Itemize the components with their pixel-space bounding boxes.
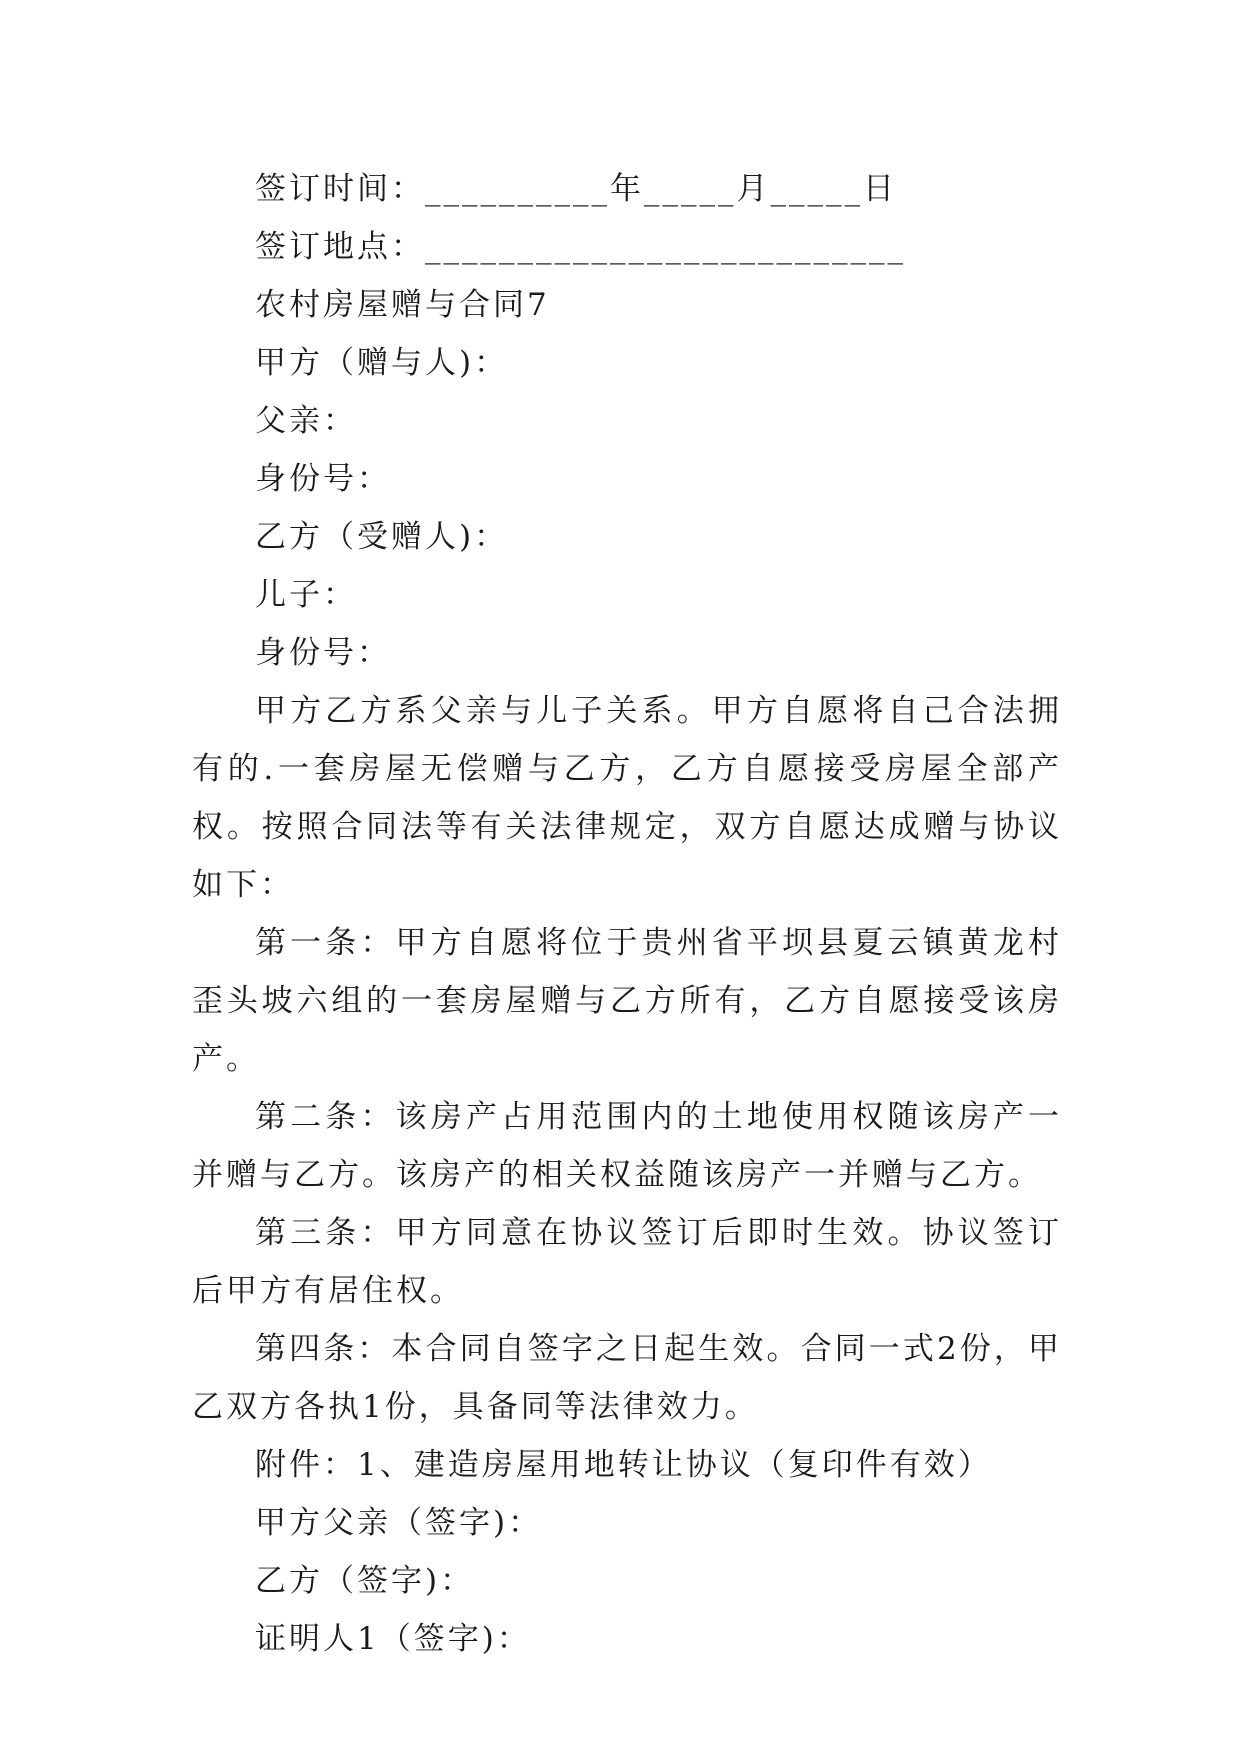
party-b-heading: 乙方（受赠人)： — [255, 519, 509, 555]
article-3-paragraph: 第三条：甲方同意在协议签订后即时生效。协议签订后甲方有居住权。 — [192, 1215, 1062, 1309]
sign-witness-1-line: 证明人1（签字)： — [255, 1621, 531, 1657]
son-line: 儿子： — [255, 577, 357, 613]
party-a-id-line: 身份号： — [255, 461, 391, 497]
document-body — [192, 160, 1062, 1668]
party-b-id-line: 身份号： — [255, 635, 391, 671]
sign-place-line: 签订地点：__________________________ — [255, 229, 906, 265]
party-a-heading: 甲方（赠与人)： — [255, 345, 509, 381]
article-2-paragraph: 第二条：该房产占用范围内的土地使用权随该房产一并赠与乙方。该房产的相关权益随该房产一并赠与乙方。 — [192, 1099, 1062, 1193]
intro-paragraph: 甲方乙方系父亲与儿子关系。甲方自愿将自己合法拥有的.一套房屋无偿赠与乙方，乙方自愿接受房屋全部产权。按照合同法等有关法律规定，双方自愿达成赠与协议如下： — [192, 693, 1062, 903]
sign-father-line: 甲方父亲（签字)： — [255, 1505, 543, 1541]
contract-title: 农村房屋赠与合同7 — [255, 287, 550, 323]
attachment-line: 附件：1、建造房屋用地转让协议（复印件有效） — [255, 1447, 992, 1483]
sign-time-line: 签订时间：__________年_____月_____日 — [255, 171, 897, 207]
article-1-paragraph: 第一条：甲方自愿将位于贵州省平坝县夏云镇黄龙村歪头坡六组的一套房屋赠与乙方所有，乙方自愿接受该房产。 — [192, 925, 1062, 1077]
article-4-paragraph: 第四条：本合同自签字之日起生效。合同一式2份，甲乙双方各执1份，具备同等法律效力。 — [192, 1331, 1062, 1425]
father-line: 父亲： — [255, 403, 357, 439]
sign-party-b-line: 乙方（签字)： — [255, 1563, 475, 1599]
